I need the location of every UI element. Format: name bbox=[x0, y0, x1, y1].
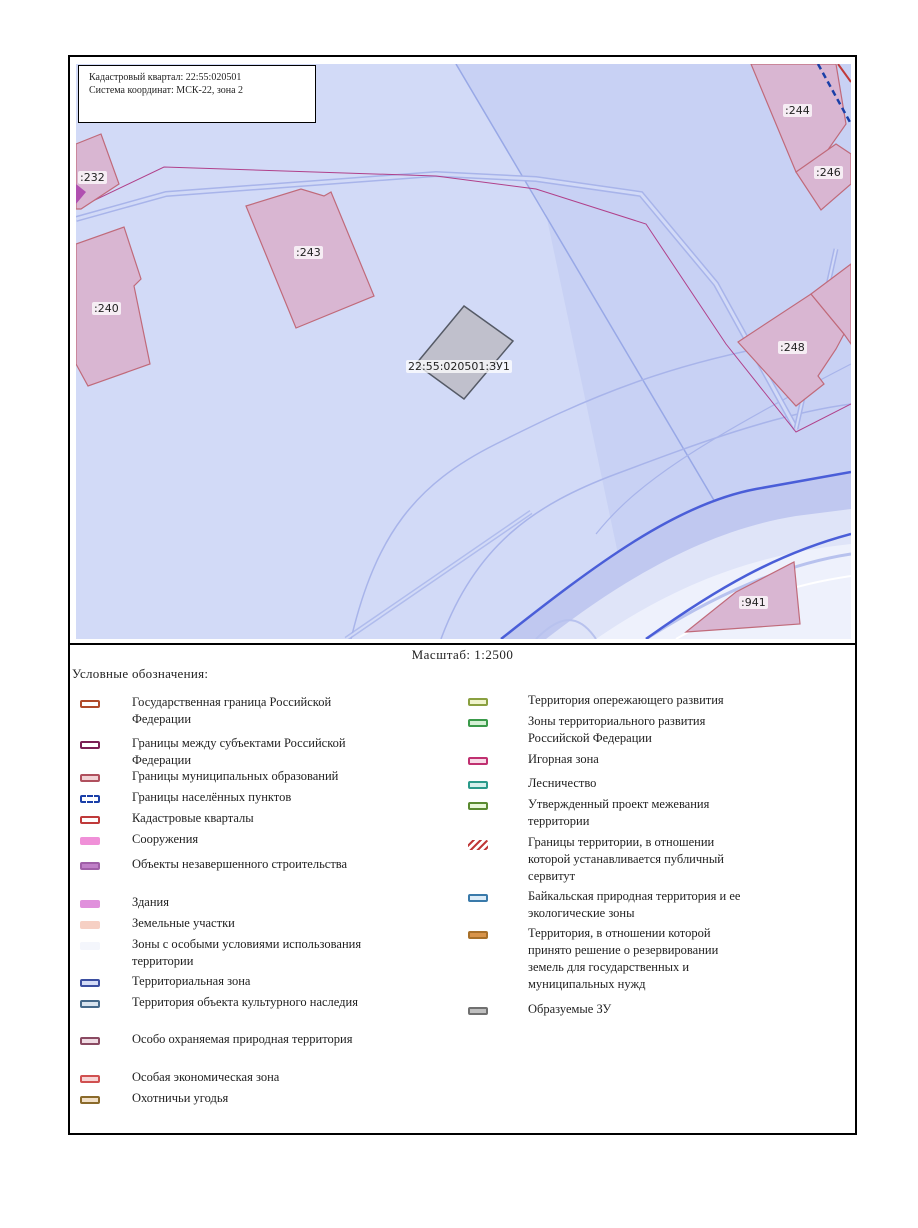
legend-label: Территория, в отношении которой принято решение о резервировании земель для государственных и муниципальных нужд bbox=[528, 926, 719, 991]
parcel-label-240: :240 bbox=[94, 302, 119, 315]
cadastral-map[interactable] bbox=[76, 64, 851, 639]
parcel-label-243: :243 bbox=[296, 246, 321, 259]
legend-label: Зоны территориального развития Российской Федерации bbox=[528, 714, 706, 745]
legend-label: Территория объекта культурного наследия bbox=[132, 995, 358, 1009]
legend-swatch bbox=[468, 840, 488, 850]
coordinate-system-text: Система координат: МСК-22, зона 2 bbox=[89, 85, 244, 96]
legend-swatch bbox=[80, 1037, 100, 1045]
legend-swatch bbox=[468, 757, 488, 765]
legend-label: Лесничество bbox=[528, 776, 597, 790]
legend-label: Охотничьи угодья bbox=[132, 1091, 229, 1105]
parcel-label-244: :244 bbox=[785, 104, 810, 117]
map-sheet bbox=[68, 55, 857, 1135]
legend-swatch bbox=[468, 931, 488, 939]
legend-swatch bbox=[80, 837, 100, 845]
legend-label: Сооружения bbox=[132, 832, 199, 846]
legend-label: Кадастровые кварталы bbox=[132, 811, 254, 825]
legend-swatch bbox=[468, 802, 488, 810]
parcel-label-246: :246 bbox=[816, 166, 841, 179]
legend-swatch bbox=[80, 900, 100, 908]
legend-title: Условные обозначения: bbox=[72, 666, 209, 681]
legend-label: Государственная граница Российской Федерации bbox=[132, 695, 332, 726]
legend-label: Образуемые ЗУ bbox=[528, 1002, 612, 1016]
legend-label: Земельные участки bbox=[132, 916, 235, 930]
legend-label: Территориальная зона bbox=[132, 974, 251, 988]
legend-swatch bbox=[468, 781, 488, 789]
legend-swatch bbox=[80, 795, 100, 803]
legend-swatch bbox=[468, 1007, 488, 1015]
legend-swatch bbox=[80, 774, 100, 782]
legend-swatch bbox=[80, 1000, 100, 1008]
legend-label: Границы территории, в отношении которой устанавливается публичный сервитут bbox=[528, 835, 724, 883]
legend-label: Утвержденный проект межевания территории bbox=[528, 797, 710, 828]
parcel-label-941: :941 bbox=[741, 596, 766, 609]
legend-label: Байкальская природная территория и ее экологические зоны bbox=[528, 889, 741, 920]
cadastral-quarter-text: Кадастровый квартал: 22:55:020501 bbox=[89, 72, 242, 83]
legend-swatch bbox=[80, 816, 100, 824]
legend-label: Объекты незавершенного строительства bbox=[132, 857, 348, 871]
legend-swatch bbox=[80, 979, 100, 987]
legend-label: Границы между субъектами Российской Федерации bbox=[132, 736, 346, 767]
legend-label: Границы муниципальных образований bbox=[132, 769, 339, 783]
legend-swatch bbox=[80, 1075, 100, 1083]
map-scale: Масштаб: 1:2500 bbox=[411, 647, 514, 662]
legend-swatch bbox=[80, 741, 100, 749]
legend-swatch bbox=[80, 921, 100, 929]
legend-swatch bbox=[80, 862, 100, 870]
legend-swatch bbox=[468, 698, 488, 706]
legend-label: Территория опережающего развития bbox=[528, 693, 724, 707]
legend-swatch bbox=[80, 1096, 100, 1104]
legend-label: Зоны с особыми условиями использования территории bbox=[132, 937, 362, 968]
legend-label: Игорная зона bbox=[528, 752, 599, 766]
legend-label: Здания bbox=[132, 895, 169, 909]
map-divider bbox=[70, 643, 855, 645]
legend-swatch bbox=[468, 719, 488, 727]
legend-swatch bbox=[80, 942, 100, 950]
parcel-label-zu1: 22:55:020501:ЗУ1 bbox=[408, 360, 510, 373]
parcel-label-248: :248 bbox=[780, 341, 805, 354]
legend-label: Границы населённых пунктов bbox=[132, 790, 292, 804]
map-info-box bbox=[78, 65, 316, 123]
parcel-label-232: :232 bbox=[80, 171, 105, 184]
legend-swatch bbox=[80, 700, 100, 708]
legend-label: Особая экономическая зона bbox=[132, 1070, 280, 1084]
legend-swatch bbox=[468, 894, 488, 902]
legend-label: Особо охраняемая природная территория bbox=[132, 1032, 353, 1046]
map-canvas bbox=[76, 64, 851, 639]
